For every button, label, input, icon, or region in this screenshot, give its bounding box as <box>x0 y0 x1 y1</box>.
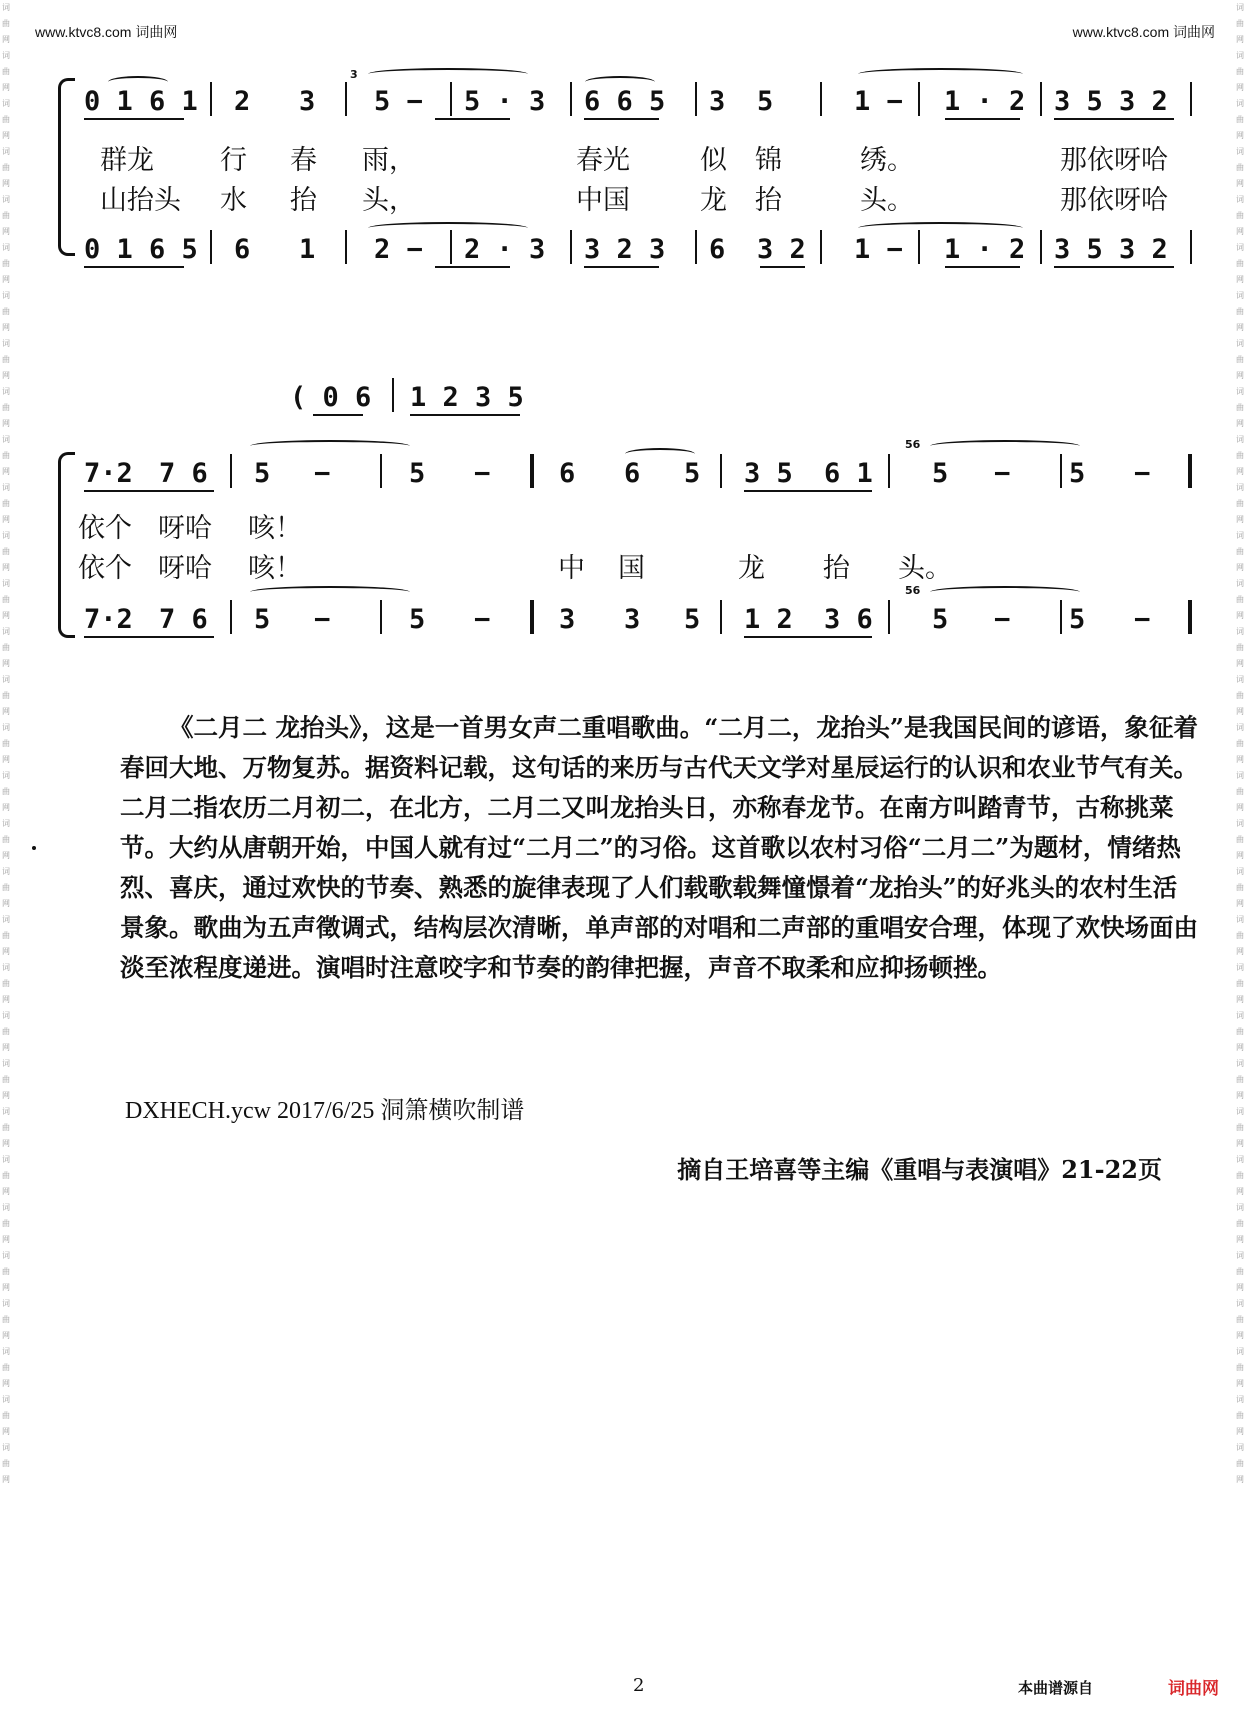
note-group: 7 6 <box>159 458 208 489</box>
beam <box>1054 266 1174 268</box>
barline <box>820 230 822 264</box>
note-group: 2 · 3 <box>464 234 546 265</box>
lyric: 春光 <box>576 145 630 176</box>
lyric: 行 <box>220 145 247 176</box>
note-group: 1 · 2 <box>944 234 1026 265</box>
header-site-right[interactable]: www.ktvc8.com 词曲网 <box>1072 24 1215 40</box>
watermark-strip-right: 词曲网词曲网词曲网词曲网词曲网词曲网词曲网词曲网词曲网词曲网词曲网词曲网词曲网词曲网词曲网词曲网词曲网词曲网词曲网词曲网词曲网词曲网词曲网词曲网词曲网词曲网词曲网词曲网词曲网词曲网词曲网 <box>1236 3 1244 1484</box>
note-group: 7·2 <box>84 458 133 489</box>
note: 3 <box>624 604 641 635</box>
repeat-barline <box>530 454 534 488</box>
tie <box>930 586 1080 598</box>
grace-note: 3 <box>350 68 358 81</box>
footer-label: 本曲谱源自 <box>1018 1679 1094 1697</box>
barline <box>1190 230 1192 264</box>
barline <box>345 230 347 264</box>
note-group: 3 6 <box>824 604 873 635</box>
note: 6 <box>234 234 251 265</box>
lyric: 山抬头 <box>100 185 181 216</box>
lyric: 国 <box>618 553 645 584</box>
note: 6 <box>709 234 726 265</box>
note-group: 2 − <box>374 234 423 265</box>
note: 6 <box>624 458 641 489</box>
lyric: 头。 <box>898 553 952 584</box>
barline <box>380 454 382 488</box>
dash: − <box>994 604 1011 635</box>
dash: − <box>1134 604 1151 635</box>
barline <box>380 600 382 634</box>
lyric: 中 <box>558 553 585 584</box>
lyric: 呀哈 <box>158 513 212 544</box>
lyric: 似 <box>700 145 727 176</box>
note-group: 0 1 6 5 <box>84 234 198 265</box>
note-group: 7 6 <box>159 604 208 635</box>
page-number: 2 <box>633 1675 645 1696</box>
beam <box>435 266 510 268</box>
lyric: 锦 <box>755 145 782 176</box>
tie <box>930 440 1080 452</box>
note: 5 <box>684 604 701 635</box>
note: 5 <box>409 458 426 489</box>
barline <box>888 454 890 488</box>
beam <box>84 490 214 492</box>
beam <box>410 414 520 416</box>
note: 5 <box>1069 604 1086 635</box>
note: 5 <box>684 458 701 489</box>
note-group: 3 5 3 2 <box>1054 86 1168 117</box>
lyric: 水 <box>220 185 247 216</box>
lyric: 依个 <box>78 553 132 584</box>
note-group: ( 0 6 <box>290 382 372 413</box>
beam <box>84 118 184 120</box>
beam <box>760 266 805 268</box>
barline <box>1040 230 1042 264</box>
lyric: 咳！ <box>248 553 302 584</box>
beam <box>84 636 214 638</box>
note-group: 1 − <box>854 86 903 117</box>
lyric: 抬 <box>755 185 782 216</box>
barline <box>720 600 722 634</box>
lyric: 头， <box>362 185 416 216</box>
barline <box>230 454 232 488</box>
dash: − <box>994 458 1011 489</box>
barline <box>210 230 212 264</box>
barline <box>1060 600 1062 634</box>
barline <box>392 378 394 412</box>
note-group: 6 1 <box>824 458 873 489</box>
grace-note: 56 <box>905 584 921 597</box>
barline <box>1040 82 1042 116</box>
note: 1 <box>299 234 316 265</box>
note-group: 1 2 <box>744 604 793 635</box>
lyric: 抬 <box>290 185 317 216</box>
final-barline <box>1188 454 1192 488</box>
note-group: 1 · 2 <box>944 86 1026 117</box>
barline <box>210 82 212 116</box>
note-group: 1 − <box>854 234 903 265</box>
note: 5 <box>409 604 426 635</box>
lyric: 头。 <box>860 185 914 216</box>
barline <box>570 230 572 264</box>
beam <box>584 118 659 120</box>
song-description: 《二月二 龙抬头》，这是一首男女声二重唱歌曲。“二月二，龙抬头”是我国民间的谚语，象征着春回大地、万物复苏。据资料记载，这句话的来历与古代天文学对星辰运行的认识和农业节气有关。二月二指农历二月初二，在北方，二月二又叫龙抬头日，亦称春龙节。在南方叫踏青节，古称挑菜节。大约从唐朝开始，中国人就有过“二月二”的习俗。这首歌以农村习俗“二月二”为题材，情绪热烈、喜庆，通过欢快的节奏、熟悉的旋律表现了人们载歌载舞憧憬着“龙抬头”的好兆头的农村生活景象。歌曲为五声徵调式，结构层次清晰，单声部的对唱和二声部的重唱安合理，体现了欢快场面由淡至浓程度递进。演唱时注意咬字和节奏的韵律把握，声音不取柔和应抑扬顿挫。 <box>120 713 1198 982</box>
note-group: 7·2 <box>84 604 133 635</box>
dash: − <box>314 458 331 489</box>
lyric: 龙 <box>738 553 765 584</box>
header-site-left[interactable]: www.ktvc8.com 词曲网 <box>35 24 178 40</box>
note-group: 3 5 3 2 <box>1054 234 1168 265</box>
note-group: 1 2 3 5 <box>410 382 524 413</box>
beam <box>744 490 872 492</box>
note: 3 <box>709 86 726 117</box>
lyric: 中国 <box>576 185 630 216</box>
dash: − <box>1134 458 1151 489</box>
note: 2 <box>234 86 251 117</box>
system-brace <box>58 452 75 638</box>
transcriber-credit: DXHECH.ycw 2017/6/25 洞箫横吹制谱 <box>125 1098 525 1124</box>
dash: − <box>474 604 491 635</box>
note-group: 3 2 <box>757 234 806 265</box>
note-group: 6 6 5 <box>584 86 666 117</box>
lyric: 那依呀哈 <box>1060 145 1168 176</box>
tie <box>858 68 1023 80</box>
barline <box>1060 454 1062 488</box>
barline <box>695 230 697 264</box>
note: 3 <box>559 604 576 635</box>
note: 5 <box>757 86 774 117</box>
lyric: 春 <box>290 145 317 176</box>
barline <box>1190 82 1192 116</box>
beam <box>584 266 659 268</box>
barline <box>230 600 232 634</box>
note: 6 <box>559 458 576 489</box>
note: 5 <box>254 458 271 489</box>
barline <box>570 82 572 116</box>
beam <box>313 414 363 416</box>
note: 5 <box>1069 458 1086 489</box>
beam <box>435 118 510 120</box>
barline <box>720 454 722 488</box>
barline <box>918 230 920 264</box>
tie <box>250 440 410 452</box>
note: 5 <box>254 604 271 635</box>
beam <box>84 266 184 268</box>
stray-mark <box>32 846 36 850</box>
dash: − <box>314 604 331 635</box>
slur <box>585 76 655 88</box>
lyric: 群龙 <box>100 145 154 176</box>
tie <box>858 222 1023 234</box>
barline <box>450 82 452 116</box>
lyric: 依个 <box>78 513 132 544</box>
note-group: 0 1 6 1 <box>84 86 198 117</box>
tie <box>368 222 528 234</box>
beam <box>945 266 1020 268</box>
grace-note: 56 <box>905 438 921 451</box>
barline <box>695 82 697 116</box>
barline <box>450 230 452 264</box>
lyric: 雨， <box>362 145 416 176</box>
note-group: 5 − <box>374 86 423 117</box>
barline <box>888 600 890 634</box>
footer-brand-link[interactable]: 词曲网 <box>1168 1679 1219 1699</box>
watermark-strip-left: 词曲网词曲网词曲网词曲网词曲网词曲网词曲网词曲网词曲网词曲网词曲网词曲网词曲网词曲网词曲网词曲网词曲网词曲网词曲网词曲网词曲网词曲网词曲网词曲网词曲网词曲网词曲网词曲网词曲网词曲网词曲网 <box>2 3 10 1484</box>
lyric: 绣。 <box>860 145 914 176</box>
tie <box>250 586 410 598</box>
slur <box>108 76 168 88</box>
beam <box>744 636 872 638</box>
barline <box>345 82 347 116</box>
lyric: 抬 <box>823 553 850 584</box>
note: 3 <box>299 86 316 117</box>
lyric: 咳！ <box>248 513 302 544</box>
barline <box>918 82 920 116</box>
lyric: 呀哈 <box>158 553 212 584</box>
note: 5 <box>932 458 949 489</box>
beam <box>1054 118 1174 120</box>
note: 5 <box>932 604 949 635</box>
final-barline <box>1188 600 1192 634</box>
dash: − <box>474 458 491 489</box>
note-group: 3 2 3 <box>584 234 666 265</box>
beam <box>945 118 1020 120</box>
system-brace <box>58 78 75 256</box>
note-group: 3 5 <box>744 458 793 489</box>
repeat-barline <box>530 600 534 634</box>
note-group: 5 · 3 <box>464 86 546 117</box>
source-citation: 摘自王培喜等主编《重唱与表演唱》21-22页 <box>677 1155 1162 1184</box>
barline <box>820 82 822 116</box>
slur <box>625 448 695 460</box>
tie <box>368 68 528 80</box>
lyric: 那依呀哈 <box>1060 185 1168 216</box>
lyric: 龙 <box>700 185 727 216</box>
